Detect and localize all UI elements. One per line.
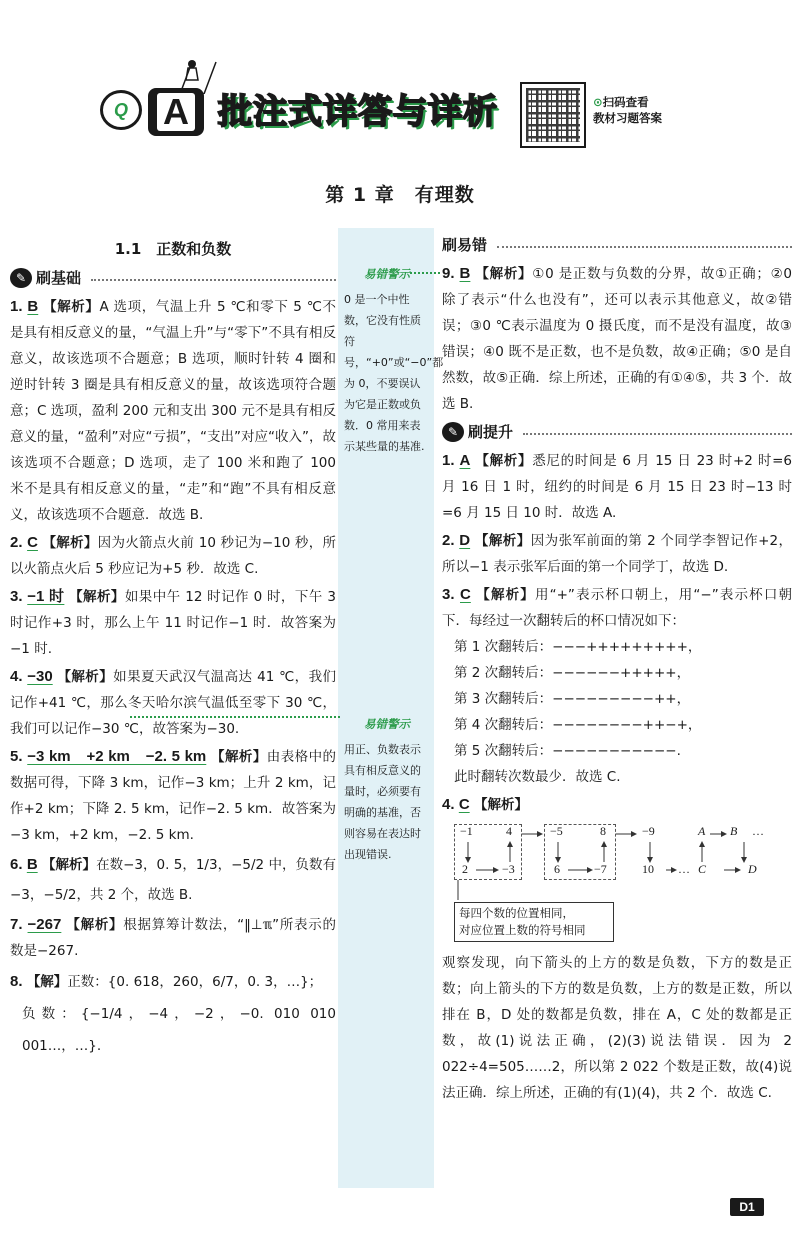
- pattern-letter: C: [698, 862, 707, 876]
- q-text: 因为张军前面的第 2 个同学李智记作+2，所以−1 表示张军后面的第一个同学丁，故选 D.: [442, 533, 792, 575]
- chapter-title: 第 1 章 有理数: [325, 184, 475, 206]
- pattern-number: −5: [550, 824, 563, 838]
- q-text: 根据算筹计数法，“‖⊥ℼ”所表示的数是−267.: [10, 917, 337, 959]
- q-number: 4.: [10, 668, 23, 685]
- q-number: 3.: [10, 588, 23, 605]
- q-text: 如果夏天武汉气温高达 41 ℃，我们记作+41 ℃，那么冬天哈尔滨气温低至零下 30 ℃，我们可以记作−30 ℃，故答案为−30.: [10, 669, 337, 737]
- q-text: ①0 是正数与负数的分界，故①正确；②0 除了表示“什么也没有”，还可以表示其他意义，故②错误；③0 ℃表示温度为 0 摄氏度，而不是没有温度，故③错误；④0 既不是正数，也不是负数，故④正确；⑤0 是自然数，故⑤正确．综上所述，正确的有①④⑤，共 3 个．故选 B.: [442, 266, 793, 412]
- question-6: [10, 850, 336, 910]
- number-pattern-diagram: [454, 822, 774, 944]
- q-analysis-label: 【解析】: [473, 797, 528, 813]
- q-answer: −267: [27, 916, 62, 933]
- q-number: 1.: [442, 452, 455, 469]
- flip-conclusion: 此时翻转次数最少．故选 C.: [454, 769, 621, 785]
- q-answer: B: [459, 265, 471, 282]
- pattern-ellipsis: …: [752, 824, 764, 838]
- q-number: 2.: [442, 532, 455, 549]
- pattern-number: −7: [594, 862, 607, 876]
- q-number: 9.: [442, 265, 455, 282]
- q-analysis-label: 【解析】: [69, 589, 125, 605]
- q-answer: D: [459, 532, 471, 549]
- flip-row: 第 3 次翻转后：−−−−−−−−−++，: [454, 691, 691, 707]
- q-answer: −30: [27, 668, 53, 685]
- q-number: 5.: [10, 748, 23, 765]
- side-notes-column: [338, 228, 444, 1188]
- q-answer: −1 时: [27, 588, 65, 605]
- pattern-number: 8: [600, 824, 606, 838]
- note-text: 用正、负数表示具有相反意义的量时，必须要有明确的基准，否则容易在表达时出现错误.: [344, 743, 421, 861]
- flip-row: 第 1 次翻转后：−−−+++++++++，: [454, 639, 702, 655]
- question-2: [10, 530, 336, 582]
- q-analysis-label: 【解析】: [476, 587, 535, 603]
- question-9: [442, 261, 792, 417]
- pattern-number: …: [678, 862, 690, 876]
- tag-error: [442, 234, 792, 255]
- question-5: [10, 744, 336, 848]
- flip-row: 第 2 次翻转后：−−−−−−+++++，: [454, 665, 691, 681]
- pattern-number: 6: [554, 862, 560, 876]
- q-answer: C: [27, 534, 38, 551]
- q-text: 在数−3，0. 5，1/3，−5/2 中，负数有 −3，−5/2，共 2 个，故选 B.: [10, 857, 337, 903]
- pattern-number: 2: [462, 862, 468, 876]
- q-text: 如果中午 12 时记作 0 时，下午 3 时记作+3 时，那么上午 11 时记作−1 时．故答案为−1 时.: [10, 589, 337, 657]
- pattern-letter: A: [698, 824, 706, 838]
- q8-positive-set: 正数：{0. 618，260，6/7，0. 3̇，…}；: [67, 974, 323, 990]
- q-answer: A: [459, 452, 471, 469]
- q-bubble-icon: [100, 90, 142, 130]
- q-analysis-label: 【解析】: [474, 533, 531, 549]
- q-analysis-label: 【解析】: [57, 669, 114, 685]
- left-column: [10, 230, 336, 1064]
- q-analysis-label: 【解析】: [42, 535, 98, 551]
- q-analysis-label: 【解析】: [66, 917, 124, 933]
- question-1: [10, 294, 336, 528]
- q8-negative-set: 负数：{−1/4，−4，−2，−0. 010 010 001…，…}.: [22, 1006, 336, 1054]
- q-number: 7.: [10, 916, 23, 933]
- question-8: [10, 966, 336, 1062]
- flip-row: 第 5 次翻转后：−−−−−−−−−−−.: [454, 743, 681, 759]
- pencil-icon: ✎: [10, 268, 32, 288]
- q-text: 因为火箭点火前 10 秒记为−10 秒，所以火箭点火后 5 秒应记为+5 秒．故选 C.: [10, 535, 336, 577]
- header-banner: [100, 58, 700, 158]
- q-number: 6.: [10, 856, 23, 873]
- error-warning-note-2: [344, 714, 430, 865]
- banner-title: 批注式详答与详析: [218, 92, 498, 132]
- advance-question-4: [442, 792, 792, 818]
- page-number: D1: [730, 1198, 764, 1216]
- right-column: [442, 230, 792, 1108]
- q-number: 3.: [442, 586, 455, 603]
- section-title: 1.1 正数和负数: [114, 240, 232, 258]
- q-number: 1.: [10, 298, 23, 315]
- scan-note: [593, 94, 703, 126]
- pattern-number: −9: [642, 824, 655, 838]
- q-analysis-label: 【解】: [26, 974, 68, 990]
- tag-basic-label: 刷基础: [36, 269, 82, 287]
- a-letter: A: [157, 93, 195, 131]
- q-analysis-label: 【解析】: [475, 266, 533, 282]
- error-warning-note-1: [344, 264, 444, 457]
- advance-question-2: [442, 528, 792, 580]
- tag-advance-label: 刷提升: [468, 423, 514, 441]
- question-4: [10, 664, 336, 742]
- q-analysis-label: 【解析】: [43, 299, 100, 315]
- note-title: 易错警示: [364, 267, 410, 281]
- q-text: 由表格中的数据可得，下降 3 km，记作−3 km；上升 2 km，记作+2 km；下降 2. 5 km，记作−2. 5 km．故答案为−3 km，+2 km，−2. 5 km.: [10, 749, 337, 843]
- q-text: A 选项，气温上升 5 ℃和零下 5 ℃不是具有相反意义的量，“气温上升”与“零下”不具有相反意义，故该选项不合题意；B 选项，顺时针转 4 圈和逆时针转 3 圈是具有相反意义的量，故该选项符合题意；C 选项，盈利 200 元和支出 300 元不是具有相反意义的量，“盈利”对应“亏损”，“支出”对应“收入”，故该选项不合题意；D 选项，走了 100 米和跑了 100 米不是具有相反意义的量，“走”和“跑”不具有相反意义，故该选项不合题意．故选 B.: [10, 299, 336, 523]
- pattern-number: −3: [502, 862, 515, 876]
- note-text: 0 是一个中性数，它没有性质符号，“+0”或“−0”都为 0，不要误认为它是正数或负数．0 常用来表示某些量的基准.: [344, 293, 444, 453]
- location-pin-icon: ⊙: [593, 95, 603, 109]
- pattern-number: −1: [460, 824, 473, 838]
- pattern-letter: D: [748, 862, 757, 876]
- q-answer: C: [459, 586, 471, 603]
- q-analysis-label: 【解析】: [475, 453, 533, 469]
- q-number: 8.: [10, 973, 23, 990]
- q-answer: B: [27, 298, 39, 315]
- tag-basic: [10, 267, 336, 288]
- note-leader-line: [130, 716, 340, 718]
- a-block-icon: [148, 88, 204, 136]
- pattern-letter: B: [730, 824, 738, 838]
- question-3: [10, 584, 336, 662]
- pencil-icon: ✎: [442, 422, 464, 442]
- q-analysis-label: 【解析】: [211, 749, 267, 765]
- note-title: 易错警示: [364, 717, 410, 731]
- q-number: 2.: [10, 534, 23, 551]
- scan-line-1: 扫码查看: [602, 95, 649, 109]
- scan-line-2: 教材习题答案: [593, 111, 662, 125]
- q-text: 用“+”表示杯口朝上，用“−”表示杯口朝下．每经过一次翻转后的杯口情况如下：: [442, 587, 793, 629]
- question-7: [10, 912, 336, 964]
- tag-advance: [442, 421, 792, 442]
- advance-question-4-text: 观察发现，向下箭头的上方的数是负数，下方的数是正数；向上箭头的下方的数是负数，上方的数是正数，所以排在 B，D 处的数都是负数，排在 A，C 处的数都是正数，故(1)说法正确，(2)(3)说法错误．因为 2 022÷4=505……2，所以第 2 022 个数是正数，故(4)说法正确．综上所述，正确的有(1)(4)，共 2 个．故选 C.: [442, 955, 792, 1101]
- advance-question-1: [442, 448, 792, 526]
- note-box-line: 对应位置上数的符号相同: [459, 923, 586, 937]
- q-answer: B: [26, 856, 38, 873]
- tag-error-label: 刷易错: [442, 236, 488, 254]
- note-box-line: 每四个数的位置相同，: [459, 906, 574, 920]
- note-leader-line: [410, 272, 440, 274]
- q-number: 4.: [442, 796, 455, 813]
- q-analysis-label: 【解析】: [41, 857, 97, 873]
- q-answer: −3 km +2 km −2. 5 km: [27, 748, 207, 765]
- advance-question-3: [442, 582, 792, 790]
- pattern-note-box: [454, 902, 614, 942]
- q-text: 悉尼的时间是 6 月 15 日 23 时+2 时=6 月 16 日 1 时，纽约的时间是 6 月 15 日 23 时−13 时=6 月 15 日 10 时．故选 A.: [442, 453, 792, 521]
- q-answer: C: [458, 796, 470, 813]
- flip-row: 第 4 次翻转后：−−−−−−−−++−+，: [454, 717, 702, 733]
- q-letter: Q: [113, 99, 128, 120]
- qr-code-icon[interactable]: [520, 82, 586, 148]
- pattern-number: 10: [642, 862, 654, 876]
- pattern-number: 4: [506, 824, 512, 838]
